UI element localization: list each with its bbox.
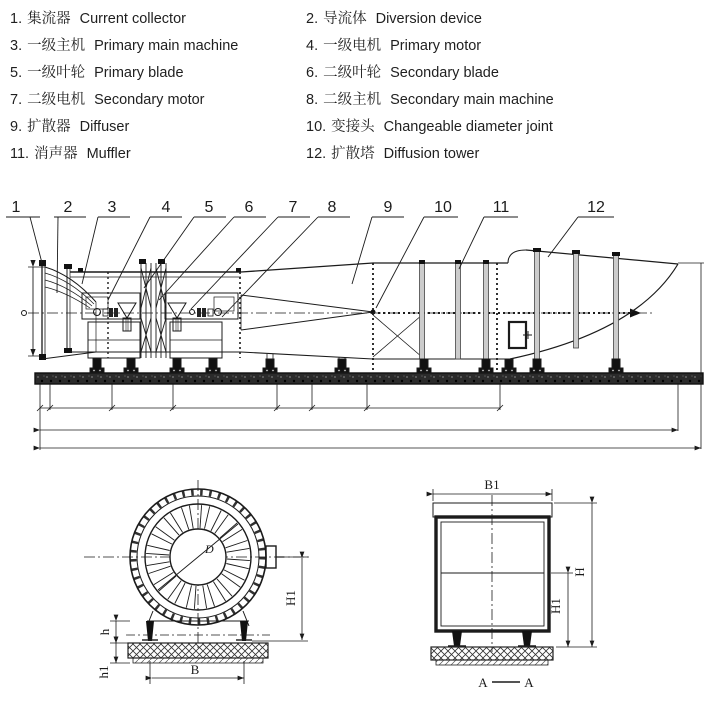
legend-english: Secondary blade [390, 65, 499, 81]
callout-9 [352, 217, 404, 284]
legend-number: 5. [10, 65, 23, 81]
legend-english: Muffler [86, 146, 131, 162]
legend-chinese: 扩散塔 [331, 146, 375, 162]
legend-number: 9. [10, 119, 23, 135]
legend-number: 7. [10, 92, 23, 108]
callout-12 [548, 217, 614, 257]
legend-chinese: 消声器 [34, 146, 78, 162]
diffusion-tower [502, 248, 704, 449]
callout-4 [108, 217, 182, 300]
callout-number-9: 9 [383, 199, 393, 216]
legend-english: Secondary main machine [390, 92, 554, 108]
section-letter-left: A [478, 675, 488, 690]
section-title [478, 675, 534, 690]
dim-label-B: B [190, 662, 200, 677]
diffuser [241, 263, 376, 373]
callout-number-10: 10 [434, 199, 452, 216]
legend-english: Diversion device [375, 11, 482, 27]
legend-number: 3. [10, 38, 23, 54]
inlet-collector [28, 260, 96, 360]
legend-english: Current collector [79, 11, 186, 27]
dim-label-H: H [572, 567, 587, 577]
legend-chinese: 扩散器 [27, 119, 71, 135]
legend-english: Changeable diameter joint [383, 119, 553, 135]
overall-dimension-lines [37, 384, 701, 450]
ground-foundation [35, 373, 703, 384]
legend-chinese: 导流体 [323, 11, 367, 27]
section-foundation [431, 647, 553, 665]
section-view-drawing [431, 477, 597, 690]
joint-and-muffler-duct [373, 260, 641, 373]
outlet-flange [433, 503, 552, 517]
dim-label-h: h [97, 628, 112, 636]
impeller-blades [139, 259, 166, 358]
callout-number-3: 3 [107, 199, 117, 216]
legend-english: Diffuser [79, 119, 130, 135]
dim-label-H1-section: H1 [548, 598, 563, 614]
legend-english: Primary motor [390, 38, 482, 54]
callout-number-11: 11 [492, 199, 510, 216]
legend-number: 11. [10, 146, 30, 162]
legend-chinese: 集流器 [27, 11, 71, 27]
front-foundation [128, 643, 268, 663]
dim-label-B1: B1 [484, 477, 500, 492]
section-letter-right: A [524, 675, 534, 690]
legend-number: 8. [306, 92, 319, 108]
legend-chinese: 变接头 [331, 119, 375, 135]
legend-chinese: 一级电机 [323, 38, 382, 54]
legend-chinese: 二级电机 [27, 92, 86, 108]
legend-number: 12. [306, 146, 327, 162]
legend-english: Primary main machine [94, 38, 239, 54]
legend-chinese: 一级主机 [27, 38, 86, 54]
callout-number-12: 12 [587, 199, 605, 216]
callout-number-4: 4 [161, 199, 171, 216]
side-view-drawing [6, 199, 704, 450]
legend-chinese: 二级主机 [323, 92, 382, 108]
callout-number-1: 1 [11, 199, 21, 216]
callout-number-2: 2 [63, 199, 73, 216]
callout-number-6: 6 [244, 199, 254, 216]
secondary-main-machine [165, 293, 238, 373]
legend-english: Secondary motor [94, 92, 205, 108]
front-view-drawing [84, 480, 310, 684]
callout-7 [191, 217, 310, 309]
callout-numbers [12, 199, 605, 216]
legend-english: Diffusion tower [383, 146, 480, 162]
callout-number-7: 7 [288, 199, 298, 216]
dim-label-h1: h1 [96, 665, 111, 679]
dim-label-H1-front: H1 [283, 590, 298, 606]
legend-number: 6. [306, 65, 319, 81]
callout-1 [6, 217, 42, 263]
legend-number: 4. [306, 38, 319, 54]
diameter-label: D [205, 542, 214, 556]
legend-chinese: 一级叶轮 [27, 65, 86, 81]
legend-number: 10. [306, 119, 327, 135]
legend-number: 1. [10, 11, 23, 27]
tower-shell [436, 517, 549, 631]
callout-3 [82, 217, 130, 284]
callout-number-8: 8 [327, 199, 337, 216]
legend-english: Primary blade [94, 65, 184, 81]
callout-number-5: 5 [204, 199, 214, 216]
legend-number: 2. [306, 11, 319, 27]
legend-chinese: 二级叶轮 [323, 65, 382, 81]
